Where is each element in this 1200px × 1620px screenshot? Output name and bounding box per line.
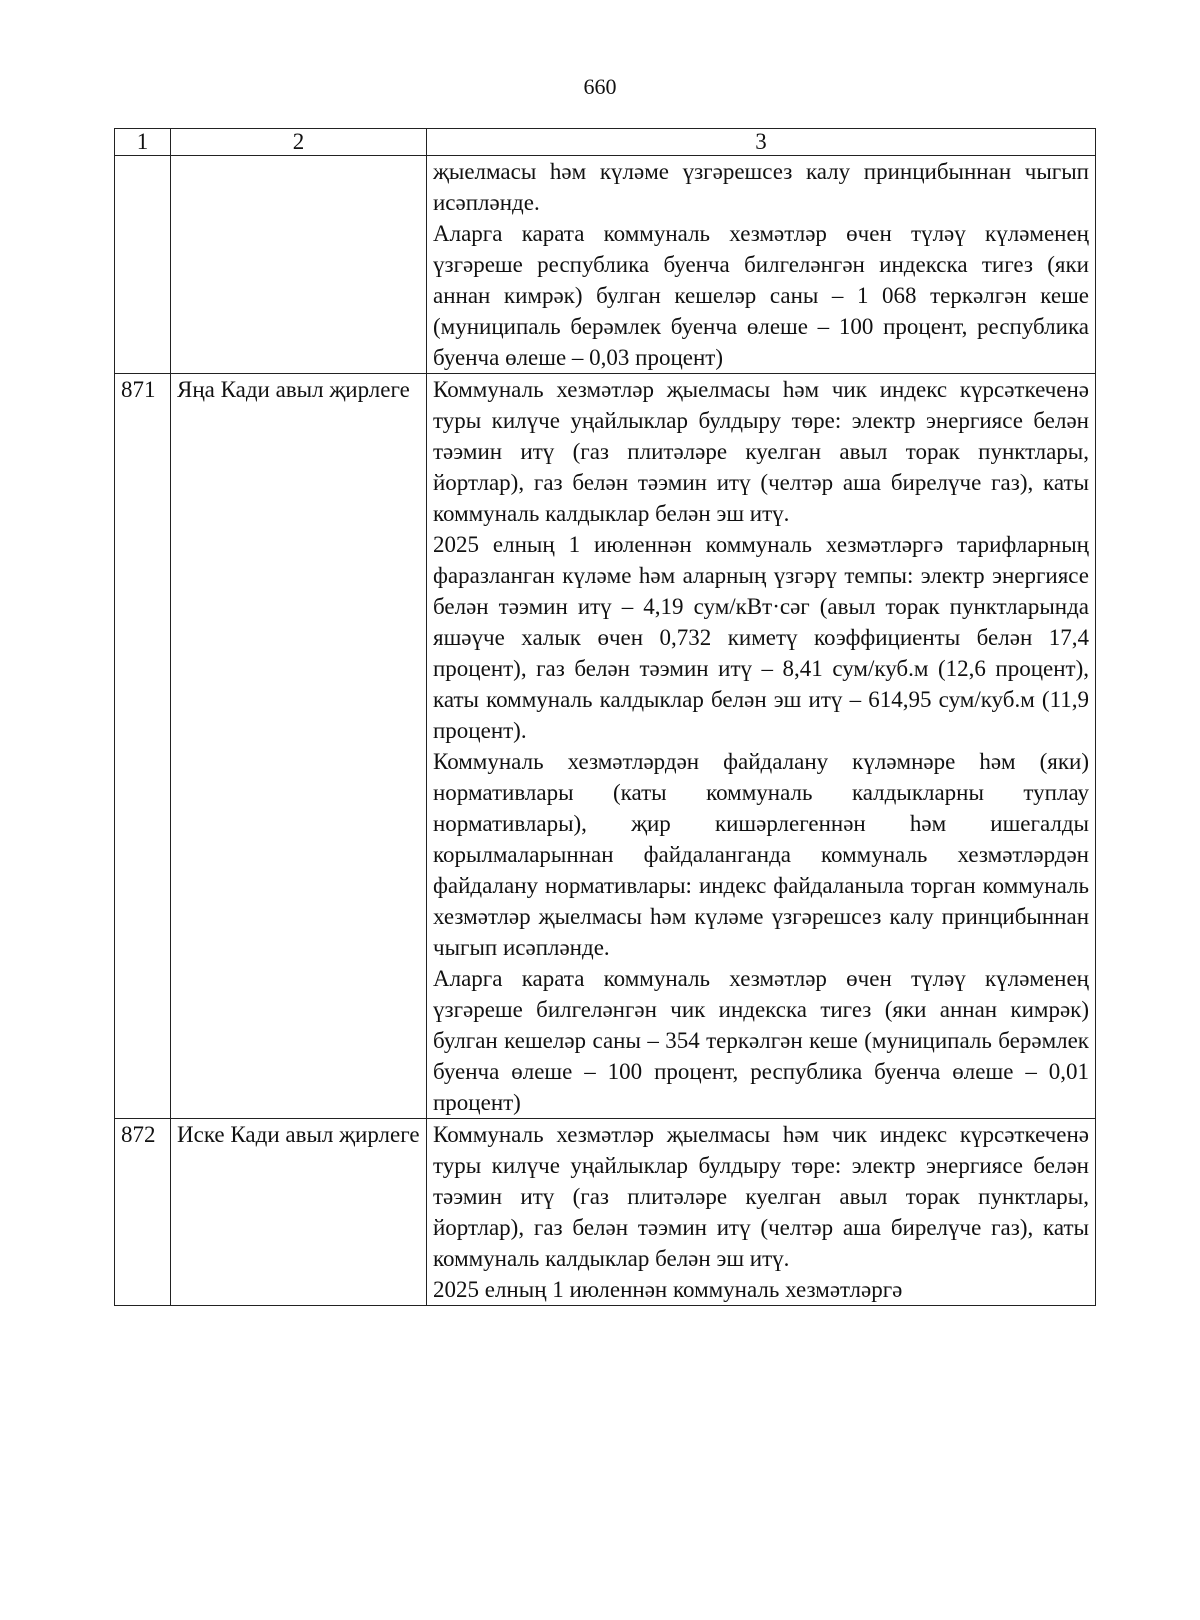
row-description <box>427 1119 1096 1306</box>
settlement-name: Яңа Кади авыл җирлеге <box>171 374 427 1119</box>
row-description <box>427 374 1096 1119</box>
page-number: 660 <box>583 74 617 99</box>
row-number: 872 <box>115 1119 171 1306</box>
description-paragraph: Аларга карата коммуналь хезмәтләр өчен түләү күләменең үзгәреше республика буенча билгеләнгән индекска тигез (яки аннан кимрәк) булган кешеләр саны – 1 068 теркәлгән кеше (муниципаль берәмлек буенча өлеше – 100 процент, республика буенча өлеше – 0,03 процент) <box>433 221 1089 370</box>
table-header-row <box>115 129 1096 156</box>
description-paragraph: Коммуналь хезмәтләр җыелмасы һәм чик индекс күрсәткеченә туры килүче уңайлыклар булдыру төре: электр энергиясе белән тәэмин итү (газ плитәләре куелган авыл торак пунктлары, йортлар), газ белән тәэмин итү (челтәр аша бирелүче газ), каты коммуналь калдыклар белән эш итү. <box>433 377 1089 526</box>
settlement-name: Иске Кади авыл җирлеге <box>171 1119 427 1306</box>
description-paragraph: Коммуналь хезмәтләр җыелмасы һәм чик индекс күрсәткеченә туры килүче уңайлыклар булдыру төре: электр энергиясе белән тәэмин итү (газ плитәләре куелган авыл торак пунктлары, йортлар), газ белән тәэмин итү (челтәр аша бирелүче газ), каты коммуналь калдыклар белән эш итү. <box>433 1122 1089 1271</box>
description-paragraph: 2025 елның 1 июленнән коммуналь хезмәтләргә тарифларның фаразланган күләме һәм аларның үзгәрү темпы: электр энергиясе белән тәэмин итү – 4,19 сум/кВт·сәг (авыл торак пунктларында яшәүче халык өчен 0,732 киметү коэффициенты белән 17,4 процент), газ белән тәэмин итү – 8,41 сум/куб.м (12,6 процент), каты коммуналь калдыклар белән эш итү – 614,95 сум/куб.м (11,9 процент). <box>433 532 1089 743</box>
column-header-3: 3 <box>427 129 1096 156</box>
settlement-name <box>171 156 427 374</box>
description-paragraph: җыелмасы һәм күләме үзгәрешсез калу принцибыннан чыгып исәпләнде. <box>433 159 1089 215</box>
row-number <box>115 156 171 374</box>
row-description <box>427 156 1096 374</box>
table-row <box>115 156 1096 374</box>
column-header-1: 1 <box>115 129 171 156</box>
description-paragraph: Коммуналь хезмәтләрдән файдалану күләмнәре һәм (яки) нормативлары (каты коммуналь калдыкларны туплау нормативлары), җир кишәрлегеннән һәм ишегалды корылмаларыннан файдаланганда коммуналь хезмәтләрдән файдалану нормативлары: индекс файдаланыла торган коммуналь хезмәтләр җыелмасы һәм күләме үзгәрешсез калу принцибыннан чыгып исәпләнде. <box>433 749 1089 960</box>
description-paragraph: 2025 елның 1 июленнән коммуналь хезмәтләргә <box>433 1277 903 1302</box>
table-row <box>115 374 1096 1119</box>
row-number: 871 <box>115 374 171 1119</box>
table-row <box>115 1119 1096 1306</box>
description-paragraph: Аларга карата коммуналь хезмәтләр өчен түләү күләменең үзгәреше билгеләнгән чик индекска тигез (яки аннан кимрәк) булган кешеләр саны – 354 теркәлгән кеше (муниципаль берәмлек буенча өлеше – 100 процент, республика буенча өлеше – 0,01 процент) <box>433 966 1089 1115</box>
column-header-2: 2 <box>171 129 427 156</box>
settlements-table <box>114 128 1096 1306</box>
